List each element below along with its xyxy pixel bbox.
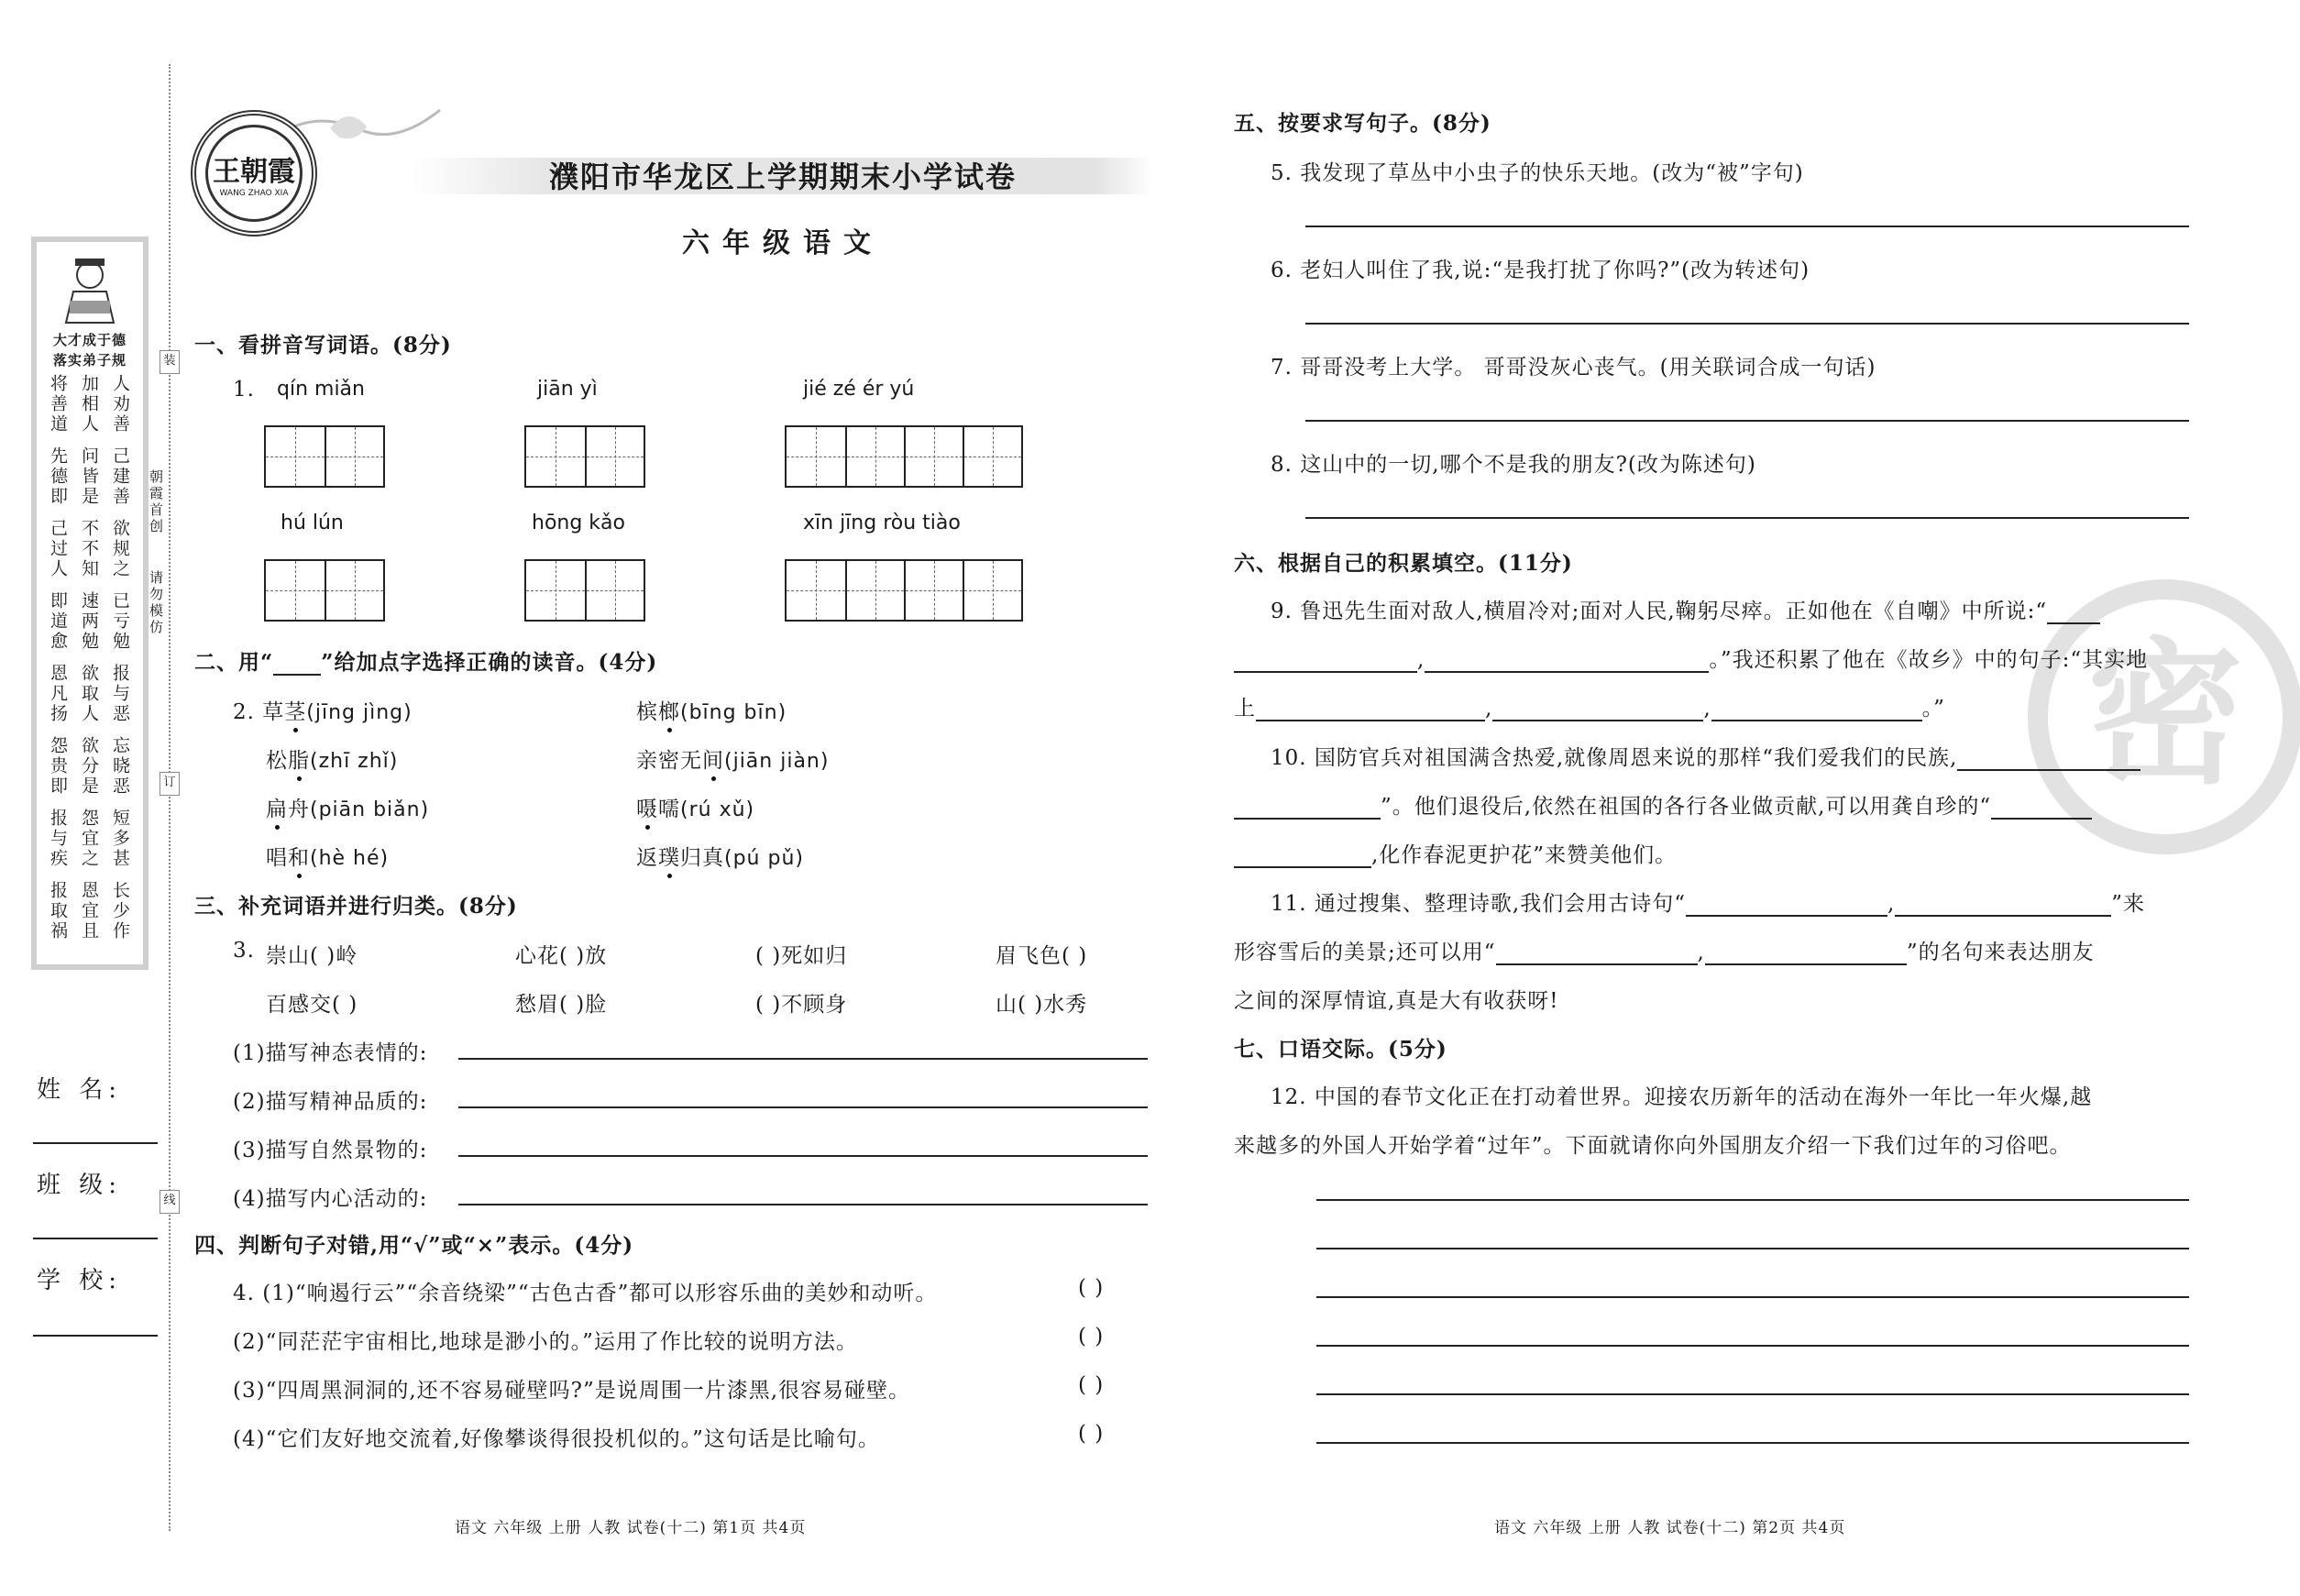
proverb-column: 报与恶 bbox=[110, 664, 130, 724]
section4-heading: 四、判断句子对错,用“√”或“×”表示。(4分) bbox=[194, 1233, 634, 1258]
idiom-blank[interactable]: 心花( )放 bbox=[515, 944, 608, 968]
answer-grid[interactable] bbox=[785, 559, 1023, 622]
answer-line[interactable] bbox=[1305, 323, 2189, 325]
idiom-blank[interactable]: 百感交( ) bbox=[266, 993, 358, 1017]
answer-line[interactable] bbox=[458, 1204, 1148, 1205]
proverb-column: 己过人 bbox=[48, 519, 68, 579]
q9-line1: 9. 鲁迅先生面对敌人,横眉冷对;面对人民,鞠躬尽瘁。正如他在《自嘲》中所说:“ bbox=[1271, 594, 2100, 624]
proverb-column: 将善道 bbox=[48, 374, 68, 435]
answer-line[interactable] bbox=[1316, 1296, 2189, 1298]
pinyin-2: jiān yì bbox=[537, 378, 598, 401]
q11-line1: 11. 通过搜集、整理诗歌,我们会用古诗句“ , ”来 bbox=[1271, 892, 2146, 916]
answer-line[interactable] bbox=[1316, 1442, 2189, 1444]
pinyin-1: qín miǎn bbox=[277, 378, 365, 401]
q11-line3: 之间的深厚情谊,真是大有收获呀! bbox=[1234, 989, 1559, 1013]
proverb-column: 加相人 bbox=[79, 374, 99, 435]
proverb-column: 欲分是 bbox=[79, 736, 99, 797]
section2-heading: 二、用“ ”给加点字选择正确的读音。(4分) bbox=[194, 650, 658, 675]
proverb-columns bbox=[40, 374, 138, 961]
class-label-1: (1)描写神态表情的: bbox=[233, 1041, 428, 1065]
proverb-column: 报与疾 bbox=[48, 809, 68, 869]
class-label-2: (2)描写精神品质的: bbox=[233, 1090, 428, 1114]
answer-line[interactable] bbox=[1305, 226, 2189, 227]
class-label-4: (4)描写内心活动的: bbox=[233, 1187, 428, 1211]
answer-line[interactable] bbox=[1316, 1393, 2189, 1395]
proverb-column: 恩凡扬 bbox=[48, 664, 68, 724]
answer-line[interactable] bbox=[458, 1155, 1148, 1157]
exam-subtitle: 六年级语文 bbox=[682, 227, 884, 259]
q2-item: 松脂(zhī zhǐ) bbox=[266, 749, 399, 773]
proverb-column: 短多甚 bbox=[110, 809, 130, 869]
proverb-column: 己建善 bbox=[110, 446, 130, 507]
judge-item-4: (4)“它们友好地交流着,好像攀谈得很投机似的。”这句话是比喻句。 bbox=[233, 1427, 880, 1451]
judge-paren[interactable]: ( ) bbox=[1078, 1373, 1105, 1397]
q10-line1: 10. 国防官兵对祖国满含热爱,就像周恩来说的那样“我们爱我们的民族, bbox=[1271, 741, 2140, 771]
proverb-column: 欲取人 bbox=[79, 664, 99, 724]
scholar-icon bbox=[57, 255, 123, 326]
q10-line2: ”。他们退役后,依然在祖国的各行各业做贡献,可以用龚自珍的“ bbox=[1234, 789, 2092, 820]
answer-line[interactable] bbox=[1316, 1345, 2189, 1347]
q5-text: 5. 我发现了草丛中小虫子的快乐天地。(改为“被”字句) bbox=[1271, 161, 1804, 185]
pinyin-6: xīn jīng ròu tiào bbox=[803, 512, 961, 534]
answer-line[interactable] bbox=[1316, 1199, 2189, 1201]
cut-mark-ding: 订 bbox=[160, 772, 180, 796]
answer-line[interactable] bbox=[458, 1106, 1148, 1108]
answer-grid[interactable] bbox=[524, 425, 645, 488]
answer-grid[interactable] bbox=[264, 559, 385, 622]
idiom-blank[interactable]: ( )死如归 bbox=[755, 944, 848, 968]
judge-paren[interactable]: ( ) bbox=[1078, 1276, 1105, 1300]
answer-line[interactable] bbox=[1305, 517, 2189, 519]
judge-item-2: (2)“同茫茫宇宙相比,地球是渺小的。”运用了作比较的说明方法。 bbox=[233, 1330, 858, 1354]
answer-line[interactable] bbox=[1316, 1248, 2189, 1249]
sidebar-binding bbox=[31, 237, 149, 970]
proverb-column: 报取祸 bbox=[48, 881, 68, 941]
footer-right: 语文 六年级 上册 人教 试卷(十二) 第2页 共4页 bbox=[1494, 1519, 1846, 1537]
section3-heading: 三、补充词语并进行归类。(8分) bbox=[194, 894, 518, 919]
class-label-3: (3)描写自然景物的: bbox=[233, 1139, 428, 1162]
slogan-1: 大才成于德 bbox=[52, 332, 127, 348]
q2-item: 槟榔(bīng bīn) bbox=[636, 700, 787, 724]
proverb-column: 人劝善 bbox=[110, 374, 130, 435]
publisher-logo bbox=[191, 110, 317, 237]
proverb-column: 长少作 bbox=[110, 881, 130, 941]
proverb-column: 忘晓恶 bbox=[110, 736, 130, 797]
name-label: 姓 名: bbox=[37, 1076, 123, 1104]
pinyin-5: hōng kǎo bbox=[532, 512, 625, 534]
cut-mark-xian: 线 bbox=[160, 1190, 180, 1214]
footer-left: 语文 六年级 上册 人教 试卷(十二) 第1页 共4页 bbox=[455, 1519, 807, 1537]
q2-item: 唱和(hè hé) bbox=[266, 846, 390, 870]
proverb-column: 即道愈 bbox=[48, 591, 68, 652]
pinyin-3: jié zé ér yú bbox=[803, 378, 915, 401]
q2-item: 嗫嚅(rú xǔ) bbox=[636, 798, 755, 821]
q12-line1: 12. 中国的春节文化正在打动着世界。迎接农历新年的活动在海外一年比一年火爆,越 bbox=[1271, 1085, 2093, 1109]
answer-grid[interactable] bbox=[264, 425, 385, 488]
section5-heading: 五、按要求写句子。(8分) bbox=[1234, 111, 1491, 136]
name-field[interactable] bbox=[33, 1142, 158, 1144]
cut-line bbox=[169, 64, 171, 1531]
proverb-column: 问皆是 bbox=[79, 446, 99, 507]
q9-line2: , 。”我还积累了他在《故乡》中的句子:“其实地 bbox=[1234, 643, 2148, 673]
q6-text: 6. 老妇人叫住了我,说:“是我打扰了你吗?”(改为转述句) bbox=[1271, 259, 1810, 282]
proverb-column: 不不知 bbox=[79, 519, 99, 579]
q1-number: 1. bbox=[233, 378, 255, 402]
q10-line3: ,化作春泥更护花”来赞美他们。 bbox=[1234, 838, 1677, 868]
class-field[interactable] bbox=[33, 1238, 158, 1239]
judge-paren[interactable]: ( ) bbox=[1078, 1422, 1105, 1446]
q7-text: 7. 哥哥没考上大学。 哥哥没灰心丧气。(用关联词合成一句话) bbox=[1271, 356, 1876, 380]
idiom-blank[interactable]: ( )不顾身 bbox=[755, 993, 848, 1017]
logo-subtext: WANG ZHAO XIA bbox=[219, 189, 289, 198]
idiom-blank[interactable]: 愁眉( )脸 bbox=[515, 993, 608, 1017]
proverb-column: 欲规之 bbox=[110, 519, 130, 579]
judge-item-1: 4. (1)“响遏行云”“余音绕梁”“古色古香”都可以形容乐曲的美妙和动听。 bbox=[233, 1282, 938, 1305]
section6-heading: 六、根据自己的积累填空。(11分) bbox=[1234, 551, 1573, 576]
idiom-blank[interactable]: 山( )水秀 bbox=[996, 993, 1088, 1017]
school-field[interactable] bbox=[33, 1335, 158, 1337]
q11-line2: 形容雪后的美景;还可以用“ , ”的名句来表达朋友 bbox=[1234, 941, 2095, 964]
class-label: 班 级: bbox=[37, 1172, 123, 1199]
idiom-blank[interactable]: 眉飞色( ) bbox=[996, 944, 1088, 968]
proverb-column: 已亏勉 bbox=[110, 591, 130, 652]
note-original: 朝霞首创 bbox=[148, 469, 164, 535]
cut-mark-zhuang: 装 bbox=[160, 350, 180, 374]
judge-paren[interactable]: ( ) bbox=[1078, 1325, 1105, 1348]
q2-item: 亲密无间(jiān jiàn) bbox=[636, 749, 830, 773]
judge-item-3: (3)“四周黑洞洞的,还不容易碰壁吗?”是说周围一片漆黑,很容易碰壁。 bbox=[233, 1379, 911, 1403]
section7-heading: 七、口语交际。(5分) bbox=[1234, 1037, 1447, 1062]
confidential-watermark: 密 bbox=[2028, 579, 2300, 854]
proverb-column: 先德即 bbox=[48, 446, 68, 507]
proverb-column: 恩宜且 bbox=[79, 881, 99, 941]
q12-line2: 来越多的外国人开始学着“过年”。下面就请你向外国朋友介绍一下我们过年的习俗吧。 bbox=[1234, 1134, 2072, 1158]
proverb-column: 怨贵即 bbox=[48, 736, 68, 797]
answer-line[interactable] bbox=[1305, 420, 2189, 422]
note-no-copy: 请勿模仿 bbox=[148, 570, 164, 636]
answer-line[interactable] bbox=[458, 1058, 1148, 1060]
school-label: 学 校: bbox=[37, 1267, 123, 1294]
pinyin-4: hú lún bbox=[281, 512, 344, 534]
q8-text: 8. 这山中的一切,哪个不是我的朋友?(改为陈述句) bbox=[1271, 453, 1756, 477]
section1-heading: 一、看拼音写词语。(8分) bbox=[194, 333, 452, 358]
q9-line3: 上 , , 。” bbox=[1234, 697, 1945, 721]
q3-number: 3. bbox=[233, 939, 255, 963]
exam-title: 濮阳市华龙区上学期期末小学试卷 bbox=[548, 160, 1017, 194]
slogan-2: 落实弟子规 bbox=[52, 352, 127, 369]
q2-item: 返璞归真(pú pǔ) bbox=[636, 846, 804, 870]
idiom-blank[interactable]: 崇山( )岭 bbox=[266, 944, 358, 968]
proverb-column: 怨宜之 bbox=[79, 809, 99, 869]
answer-grid[interactable] bbox=[785, 425, 1023, 488]
q2-item: 2. 草茎(jīng jìng) bbox=[233, 700, 413, 724]
logo-text: 王朝霞 bbox=[213, 156, 295, 188]
answer-grid[interactable] bbox=[524, 559, 645, 622]
proverb-column: 速两勉 bbox=[79, 591, 99, 652]
q2-item: 扁舟(piān biǎn) bbox=[266, 798, 430, 821]
